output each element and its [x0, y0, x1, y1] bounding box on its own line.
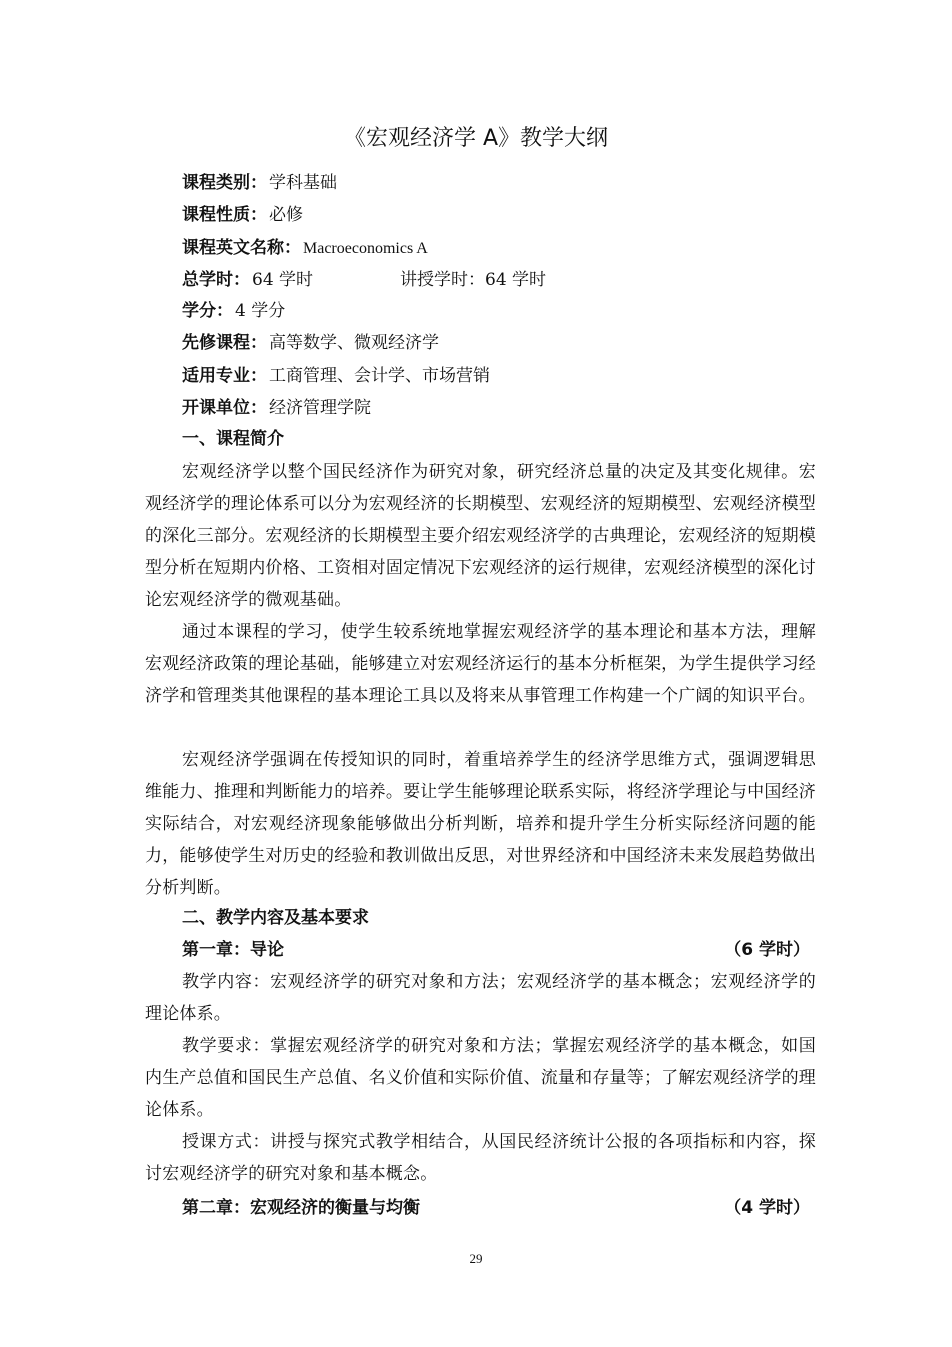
field-course-nature: 课程性质： 必修	[182, 205, 303, 225]
field-key: 课程英文名称	[182, 238, 284, 258]
field-key: 先修课程	[182, 333, 250, 353]
chapter-hours: （6 学时）	[724, 940, 810, 960]
section-heading-content: 二、教学内容及基本要求	[182, 908, 369, 928]
chapter-title: 第一章：导论	[182, 940, 284, 960]
field-value: 64 学时	[485, 270, 547, 290]
intro-paragraph-2: 通过本课程的学习，使学生较系统地掌握宏观经济学的基本理论和基本方法，理解宏观经济政策的理论基础，能够建立对宏观经济运行的基本分析框架，为学生提供学习经济学和管理类其他课程的基本理论工具以及将来从事管理工作构建一个广阔的知识平台。	[145, 622, 816, 706]
chapter-1-heading	[182, 938, 810, 962]
field-credits: 学分： 4 学分	[182, 301, 286, 321]
chapter-2-heading	[182, 1196, 810, 1220]
field-value: 64 学时	[252, 270, 314, 290]
field-key: 适用专业	[182, 366, 250, 386]
chapter-title: 第二章：宏观经济的衡量与均衡	[182, 1198, 420, 1218]
field-key: 课程性质	[182, 205, 250, 225]
section-heading-intro: 一、课程简介	[182, 429, 284, 449]
intro-paragraph-3: 宏观经济学强调在传授知识的同时，着重培养学生的经济学思维方式，强调逻辑思维能力、推理和判断能力的培养。要让学生能够理论联系实际，将经济学理论与中国经济实际结合，对宏观经济现象能够做出分析判断，培养和提升学生分析实际经济问题的能力，能够使学生对历史的经验和教训做出反思，对世界经济和中国经济未来发展趋势做出分析判断。	[145, 750, 816, 898]
field-value: 经济管理学院	[269, 398, 371, 418]
field-value: 学科基础	[269, 173, 337, 193]
field-key: 讲授学时	[400, 270, 468, 290]
chapter-1-content: 教学内容：宏观经济学的研究对象和方法；宏观经济学的基本概念；宏观经济学的理论体系。	[145, 972, 816, 1024]
field-course-category: 课程类别： 学科基础	[182, 173, 337, 193]
field-lecture-hours: 讲授学时：64 学时	[400, 270, 547, 290]
field-english-name: 课程英文名称： Macroeconomics A	[182, 238, 428, 258]
field-value: 工商管理、会计学、市场营销	[269, 366, 490, 386]
chapter-hours: （4 学时）	[724, 1198, 810, 1218]
document-title: 《宏观经济学 A》教学大纲	[343, 126, 609, 151]
field-total-hours: 总学时： 64 学时 讲授学时：64 学时	[182, 270, 547, 290]
field-key: 总学时	[182, 270, 233, 290]
intro-paragraph-1: 宏观经济学以整个国民经济作为研究对象，研究经济总量的决定及其变化规律。宏观经济学的理论体系可以分为宏观经济的长期模型、宏观经济的短期模型、宏观经济模型的深化三部分。宏观经济的长期模型主要介绍宏观经济学的古典理论，宏观经济的短期模型分析在短期内价格、工资相对固定情况下宏观经济的运行规律，宏观经济模型的深化讨论宏观经济学的微观基础。	[145, 462, 816, 610]
field-prerequisites: 先修课程： 高等数学、微观经济学	[182, 333, 439, 353]
field-value: 4 学分	[235, 301, 286, 321]
field-value: Macroeconomics A	[303, 240, 428, 257]
field-majors: 适用专业： 工商管理、会计学、市场营销	[182, 366, 490, 386]
field-value: 必修	[269, 205, 303, 225]
field-department: 开课单位： 经济管理学院	[182, 398, 371, 418]
field-key: 学分	[182, 301, 216, 321]
chapter-1-method: 授课方式：讲授与探究式教学相结合，从国民经济统计公报的各项指标和内容，探讨宏观经济学的研究对象和基本概念。	[145, 1132, 816, 1184]
field-key: 课程类别	[182, 173, 250, 193]
page-number: 29	[469, 1251, 483, 1266]
field-key: 开课单位	[182, 398, 250, 418]
chapter-1-requirements: 教学要求：掌握宏观经济学的研究对象和方法；掌握宏观经济学的基本概念，如国内生产总值和国民生产总值、名义价值和实际价值、流量和存量等；了解宏观经济学的理论体系。	[145, 1036, 816, 1120]
field-value: 高等数学、微观经济学	[269, 333, 439, 353]
